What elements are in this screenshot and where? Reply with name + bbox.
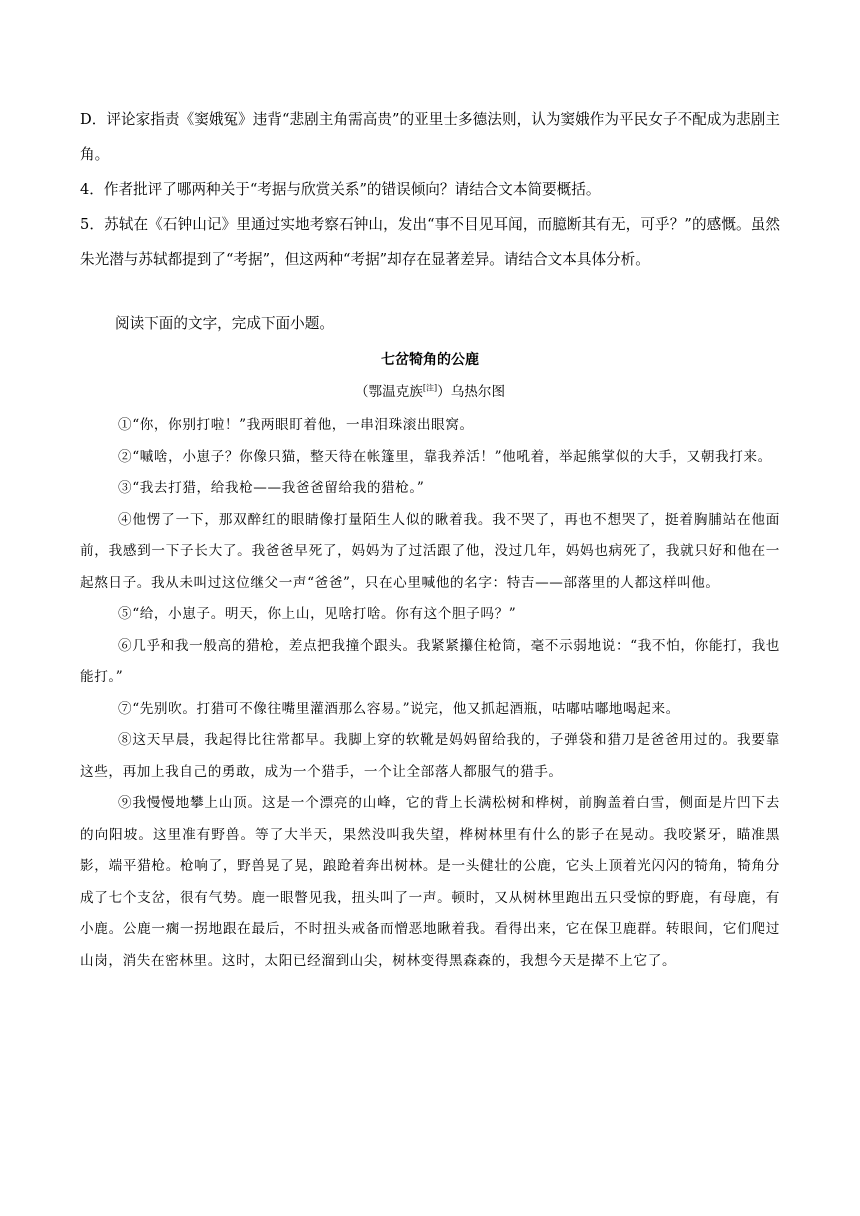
- paragraph-6: ⑥几乎和我一般高的猎枪，差点把我撞个跟头。我紧紧攥住枪筒，毫不示弱地说：“我不怕，你能打，我也能打。”: [80, 637, 780, 685]
- paragraph-3: ③“我去打猎，给我枪——我爸爸留给我的猎枪。”: [118, 480, 425, 496]
- byline-author: ）乌热尔图: [437, 384, 506, 400]
- paragraph-4: ④他愣了一下，那双醉红的眼睛像打量陌生人似的瞅着我。我不哭了，再也不想哭了，挺着胸脯站在他面前，我感到一下子长大了。我爸爸早死了，妈妈为了过活跟了他，没过几年，妈妈也病死了，我就只好和他在一起熬日子。我从未叫过这位继父一声“爸爸”，只在心里喊他的名字：特吉——部落里的人都这样叫他。: [80, 511, 780, 591]
- question-text: 评论家指责《窦娥冤》违背“悲剧主角需高贵”的亚里士多德法则，认为窦娥作为平民女子不配成为悲剧主角。: [80, 111, 780, 163]
- question-text: 作者批评了哪两种关于“考据与欣赏关系”的错误倾向？请结合文本简要概括。: [103, 181, 601, 198]
- paragraph-5: ⑤“给，小崽子。明天，你上山，见啥打啥。你有这个胆子吗？”: [118, 606, 517, 622]
- question-d: [80, 102, 780, 172]
- paragraph-9: ⑨我慢慢地攀上山顶。这是一个漂亮的山峰，它的背上长满松树和桦树，前胸盖着白雪，侧面是片凹下去的向阳坡。这里准有野兽。等了大半天，果然没叫我失望，桦树林里有什么的影子在晃动。我咬紧牙，瞄准黑影，端平猎枪。枪响了，野兽晃了晃，踉跄着奔出树林。是一头健壮的公鹿，它头上顶着光闪闪的犄角，犄角分成了七个支岔，很有气势。鹿一眼瞥见我，扭头叫了一声。顿时，又从树林里跑出五只受惊的野鹿，有母鹿，有小鹿。公鹿一瘸一拐地跟在最后，不时扭头戒备而憎恶地瞅着我。看得出来，它在保卫鹿群。转眼间，它们爬过山岗，消失在密林里。这时，太阳已经溜到山尖，树林变得黑森森的，我想今天是撵不上它了。: [80, 795, 780, 969]
- question-label: D．: [80, 111, 107, 128]
- byline-prefix: （鄂温克族: [354, 384, 423, 400]
- article-byline: [0, 379, 860, 405]
- reading-instruction: 阅读下面的文字，完成下面小题。: [115, 315, 334, 332]
- footnote-marker: [注]: [422, 383, 438, 393]
- paragraph-2: ②“嘁啥，小崽子？你像只猫，整天待在帐篷里，靠我养活！”他吼着，举起熊掌似的大手，又朝我打来。: [118, 448, 772, 465]
- question-4: [80, 172, 780, 207]
- article-body: [80, 410, 780, 977]
- question-text: 苏轼在《石钟山记》里通过实地考察石钟山，发出“事不目见耳闻，而臆断其有无，可乎？”的感慨。虽然朱光潜与苏轼都提到了“考据”，但这两种“考据”却存在显著差异。请结合文本具体分析。: [80, 216, 780, 268]
- question-5: [80, 207, 780, 277]
- question-label: 4．: [80, 181, 104, 198]
- paragraph-1: ①“你，你别打啦！”我两眼盯着他，一串泪珠滚出眼窝。: [118, 417, 474, 433]
- article-title: 七岔犄角的公鹿: [381, 352, 479, 368]
- paragraph-8: ⑧这天早晨，我起得比往常都早。我脚上穿的软靴是妈妈留给我的，子弹袋和猎刀是爸爸用过的。我要靠这些，再加上我自己的勇敢，成为一个猎手，一个让全部落人都服气的猎手。: [80, 732, 780, 780]
- question-label: 5．: [80, 216, 105, 233]
- paragraph-7: ⑦“先别吹。打猎可不像往嘴里灌酒那么容易。”说完，他又抓起酒瓶，咕嘟咕嘟地喝起来。: [118, 700, 680, 717]
